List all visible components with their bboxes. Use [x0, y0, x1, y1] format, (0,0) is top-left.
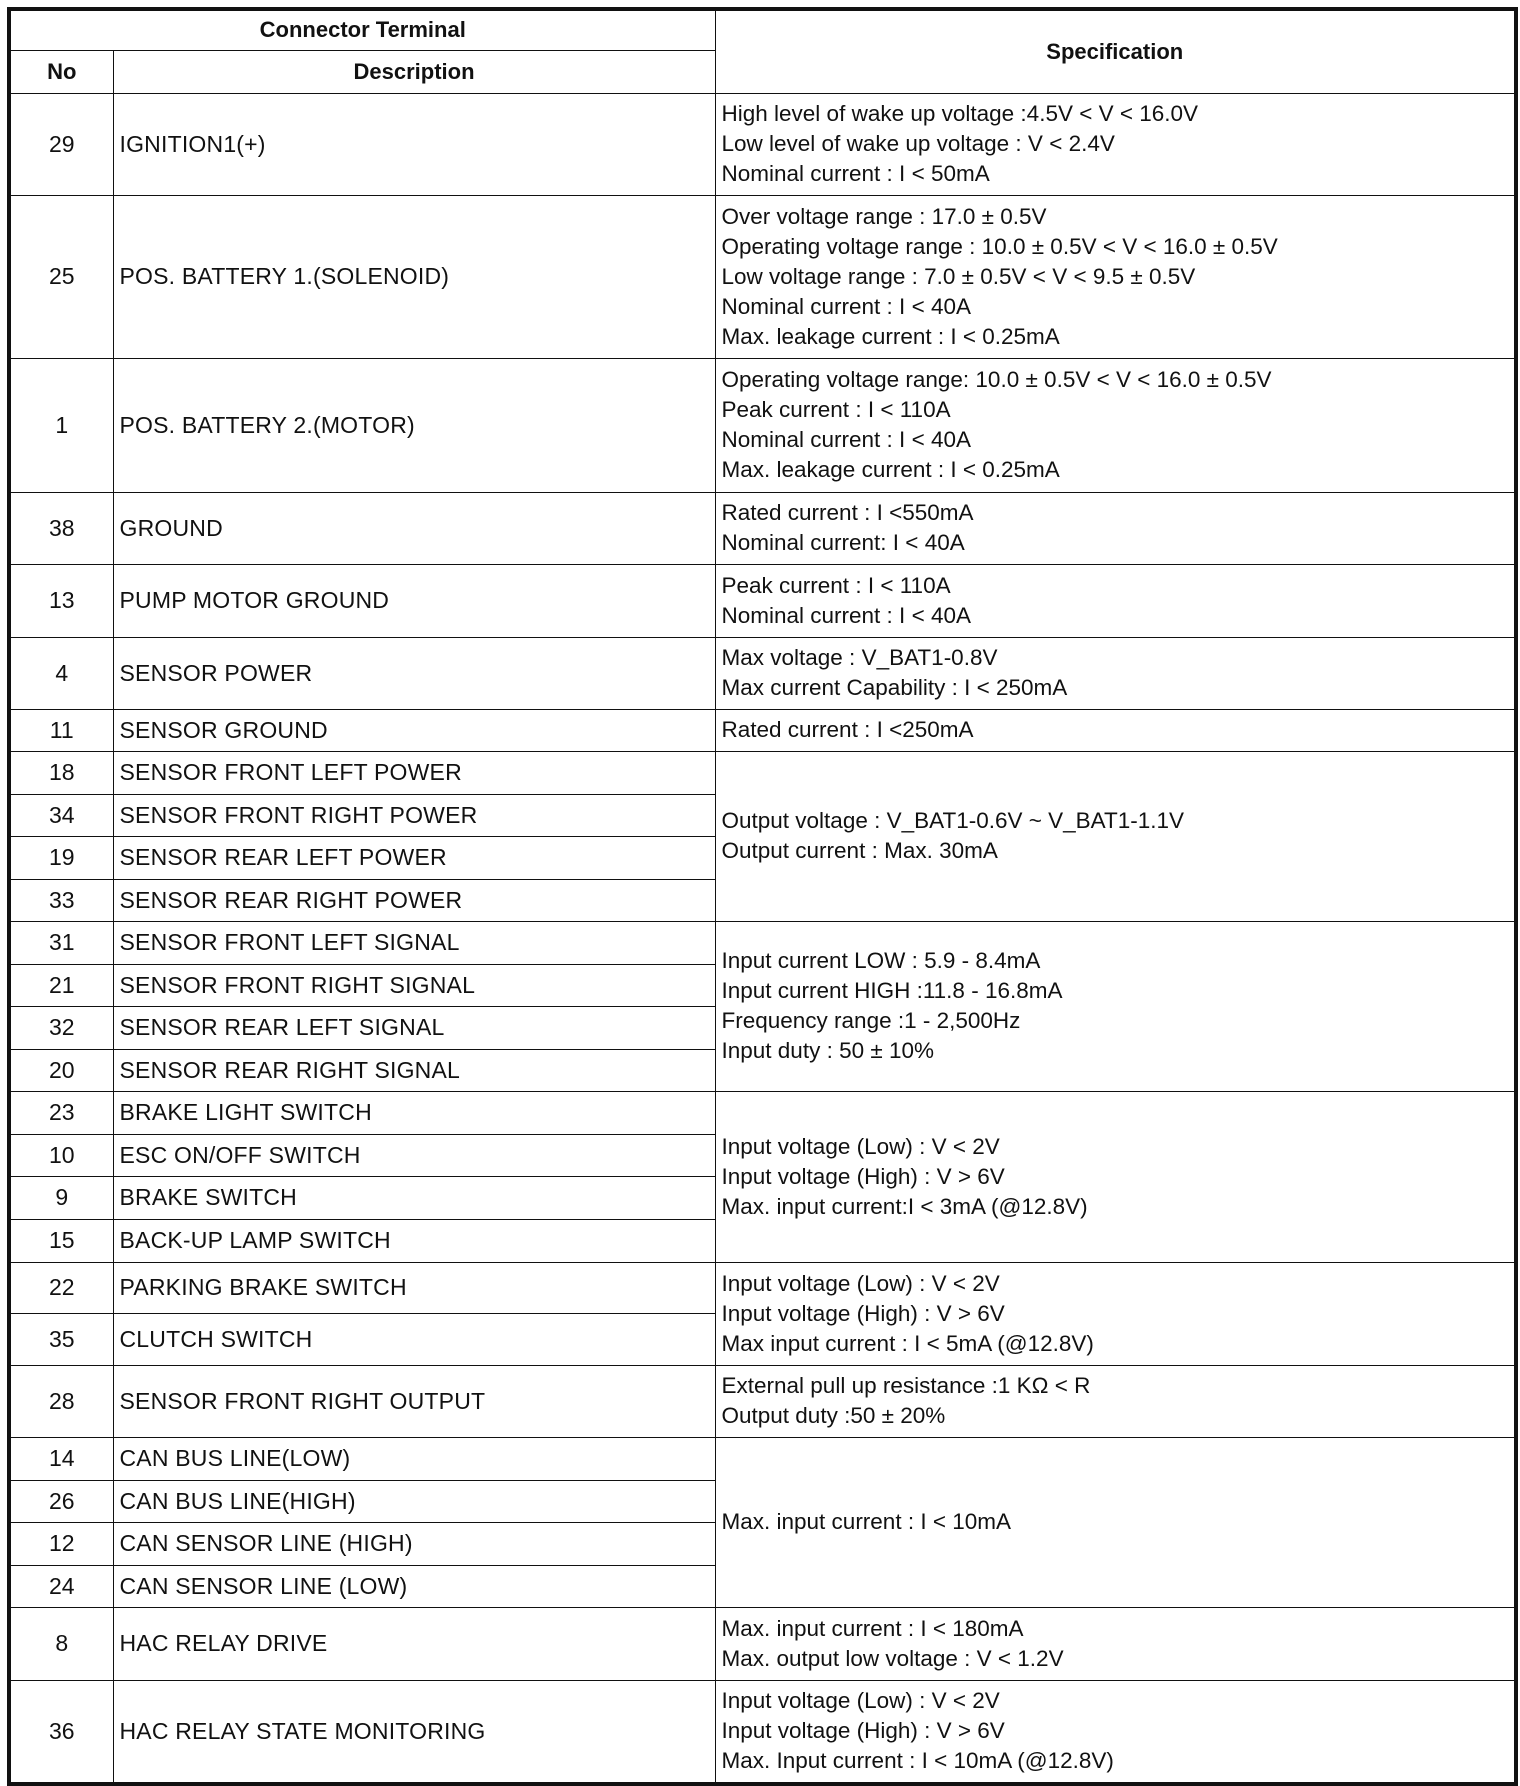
terminal-number: 23: [9, 1091, 113, 1134]
specification-cell: [715, 1607, 1516, 1680]
specification-line: Input voltage (Low) : V < 2V: [721, 1133, 1000, 1159]
terminal-number: 35: [9, 1313, 113, 1365]
spec-table-body: [9, 93, 1516, 1784]
specification-cell: [715, 93, 1516, 195]
specification-line: Max. input current:I < 3mA (@12.8V): [721, 1193, 1088, 1219]
specification-line: Input voltage (High) : V > 6V: [721, 1718, 1005, 1744]
terminal-number: 32: [9, 1006, 113, 1049]
terminal-description: SENSOR FRONT LEFT SIGNAL: [113, 921, 715, 964]
specification-line: Output voltage : V_BAT1-0.6V ~ V_BAT1-1.1V: [721, 808, 1185, 833]
terminal-description: SENSOR POWER: [113, 637, 715, 709]
specification-line: Input current LOW : 5.9 - 8.4mA: [721, 948, 1041, 973]
terminal-number: 38: [9, 492, 113, 564]
terminal-number: 34: [9, 794, 113, 836]
terminal-number: 15: [9, 1219, 113, 1262]
terminal-number: 4: [9, 637, 113, 709]
specification-line: Max. leakage current : I < 0.25mA: [721, 457, 1060, 482]
terminal-description: POS. BATTERY 1.(SOLENOID): [113, 195, 715, 358]
specification-line: Input voltage (High) : V > 6V: [721, 1300, 1005, 1326]
terminal-description: PUMP MOTOR GROUND: [113, 564, 715, 637]
terminal-number: 28: [9, 1365, 113, 1437]
terminal-number: 13: [9, 564, 113, 637]
specification-line: Frequency range :1 - 2,500Hz: [721, 1008, 1021, 1033]
terminal-description: HAC RELAY DRIVE: [113, 1607, 715, 1680]
specification-cell: [715, 921, 1516, 1091]
specification-cell: [715, 751, 1516, 921]
specification-header: Specification: [715, 9, 1516, 93]
specification-cell: [715, 1091, 1516, 1262]
specification-line: Max input current : I < 5mA (@12.8V): [721, 1330, 1094, 1356]
terminal-description: CAN SENSOR LINE (HIGH): [113, 1522, 715, 1565]
specification-cell: [715, 195, 1516, 358]
terminal-description: SENSOR FRONT RIGHT OUTPUT: [113, 1365, 715, 1437]
table-row: [9, 1437, 1516, 1480]
terminal-description: PARKING BRAKE SWITCH: [113, 1262, 715, 1313]
table-row: [9, 492, 1516, 564]
specification-line: Nominal current : I < 40A: [721, 602, 971, 628]
table-row: [9, 751, 1516, 794]
terminal-description: IGNITION1(+): [113, 93, 715, 195]
terminal-description: SENSOR FRONT LEFT POWER: [113, 751, 715, 794]
terminal-description: CAN BUS LINE(LOW): [113, 1437, 715, 1480]
terminal-description: SENSOR REAR RIGHT SIGNAL: [113, 1049, 715, 1091]
specification-cell: [715, 1680, 1516, 1784]
header-row-top: [9, 9, 1516, 50]
terminal-number: 8: [9, 1607, 113, 1680]
specification-line: High level of wake up voltage :4.5V < V < 16.0V: [721, 101, 1199, 126]
specification-line: Max. input current : I < 180mA: [721, 1615, 1024, 1641]
terminal-number: 12: [9, 1522, 113, 1565]
terminal-description: CAN BUS LINE(HIGH): [113, 1480, 715, 1522]
terminal-description: BACK-UP LAMP SWITCH: [113, 1219, 715, 1262]
terminal-description: ESC ON/OFF SWITCH: [113, 1134, 715, 1176]
terminal-description: SENSOR FRONT RIGHT SIGNAL: [113, 964, 715, 1006]
terminal-number: 25: [9, 195, 113, 358]
specification-cell: [715, 637, 1516, 709]
terminal-number: 19: [9, 836, 113, 879]
table-row: [9, 1607, 1516, 1680]
terminal-description: SENSOR REAR LEFT POWER: [113, 836, 715, 879]
specification-line: Input current HIGH :11.8 - 16.8mA: [721, 978, 1063, 1003]
terminal-number: 1: [9, 358, 113, 492]
specification-cell: [715, 709, 1516, 751]
specification-line: Low level of wake up voltage : V < 2.4V: [721, 131, 1115, 156]
terminal-description: HAC RELAY STATE MONITORING: [113, 1680, 715, 1784]
terminal-description: CLUTCH SWITCH: [113, 1313, 715, 1365]
no-header: No: [9, 50, 113, 93]
table-row: [9, 564, 1516, 637]
table-row: [9, 921, 1516, 964]
terminal-description: SENSOR FRONT RIGHT POWER: [113, 794, 715, 836]
table-row: [9, 709, 1516, 751]
terminal-number: 26: [9, 1480, 113, 1522]
specification-cell: [715, 358, 1516, 492]
table-row: [9, 1091, 1516, 1134]
terminal-number: 33: [9, 879, 113, 921]
specification-line: Max. input current : I < 10mA: [721, 1509, 1012, 1534]
specification-line: Input voltage (Low) : V < 2V: [721, 1688, 1000, 1714]
specification-cell: [715, 1437, 1516, 1607]
table-row: [9, 1680, 1516, 1784]
specification-line: Low voltage range : 7.0 ± 0.5V < V < 9.5 ± 0.5V: [721, 263, 1196, 289]
specification-line: Peak current : I < 110A: [721, 572, 951, 598]
description-header: Description: [113, 50, 715, 93]
specification-line: Rated current : I <550mA: [721, 500, 974, 525]
specification-line: Output duty :50 ± 20%: [721, 1403, 946, 1428]
terminal-number: 18: [9, 751, 113, 794]
specification-cell: [715, 1262, 1516, 1365]
table-row: [9, 358, 1516, 492]
terminal-number: 24: [9, 1565, 113, 1607]
specification-line: Max. output low voltage : V < 1.2V: [721, 1645, 1064, 1671]
specification-line: Max. leakage current : I < 0.25mA: [721, 323, 1060, 349]
specification-line: Input duty : 50 ± 10%: [721, 1038, 934, 1063]
terminal-number: 10: [9, 1134, 113, 1176]
terminal-number: 20: [9, 1049, 113, 1091]
terminal-description: POS. BATTERY 2.(MOTOR): [113, 358, 715, 492]
specification-cell: [715, 1365, 1516, 1437]
table-row: [9, 93, 1516, 195]
specification-line: Operating voltage range : 10.0 ± 0.5V < V < 16.0 ± 0.5V: [721, 233, 1278, 259]
terminal-description: SENSOR REAR RIGHT POWER: [113, 879, 715, 921]
connector-terminal-spec-table: [7, 7, 1518, 1786]
terminal-number: 22: [9, 1262, 113, 1313]
terminal-description: BRAKE SWITCH: [113, 1176, 715, 1219]
specification-line: Nominal current : I < 40A: [721, 293, 971, 319]
terminal-number: 21: [9, 964, 113, 1006]
specification-cell: [715, 492, 1516, 564]
specification-line: Operating voltage range: 10.0 ± 0.5V < V < 16.0 ± 0.5V: [721, 367, 1272, 392]
terminal-description: GROUND: [113, 492, 715, 564]
specification-line: Nominal current : I < 50mA: [721, 161, 990, 186]
specification-line: Input voltage (High) : V > 6V: [721, 1163, 1005, 1189]
terminal-description: BRAKE LIGHT SWITCH: [113, 1091, 715, 1134]
terminal-number: 14: [9, 1437, 113, 1480]
terminal-number: 31: [9, 921, 113, 964]
table-row: [9, 637, 1516, 709]
terminal-number: 36: [9, 1680, 113, 1784]
specification-line: Over voltage range : 17.0 ± 0.5V: [721, 203, 1047, 229]
specification-line: Output current : Max. 30mA: [721, 838, 998, 863]
specification-line: Max current Capability : I < 250mA: [721, 675, 1068, 700]
table-row: [9, 195, 1516, 358]
terminal-description: SENSOR REAR LEFT SIGNAL: [113, 1006, 715, 1049]
specification-line: Max. Input current : I < 10mA (@12.8V): [721, 1748, 1114, 1774]
specification-line: Nominal current: I < 40A: [721, 530, 965, 555]
table-row: [9, 1365, 1516, 1437]
connector-terminal-header: Connector Terminal: [9, 9, 715, 50]
specification-line: Nominal current : I < 40A: [721, 427, 971, 452]
terminal-number: 11: [9, 709, 113, 751]
terminal-number: 29: [9, 93, 113, 195]
specification-line: Peak current : I < 110A: [721, 397, 951, 422]
terminal-description: CAN SENSOR LINE (LOW): [113, 1565, 715, 1607]
table-row: [9, 1262, 1516, 1313]
specification-line: Input voltage (Low) : V < 2V: [721, 1270, 1000, 1296]
specification-line: External pull up resistance :1 KΩ < R: [721, 1373, 1091, 1398]
specification-line: Rated current : I <250mA: [721, 717, 974, 742]
terminal-description: SENSOR GROUND: [113, 709, 715, 751]
specification-line: Max voltage : V_BAT1-0.8V: [721, 645, 998, 670]
spec-table-wrapper: [7, 7, 1514, 1775]
specification-cell: [715, 564, 1516, 637]
terminal-number: 9: [9, 1176, 113, 1219]
